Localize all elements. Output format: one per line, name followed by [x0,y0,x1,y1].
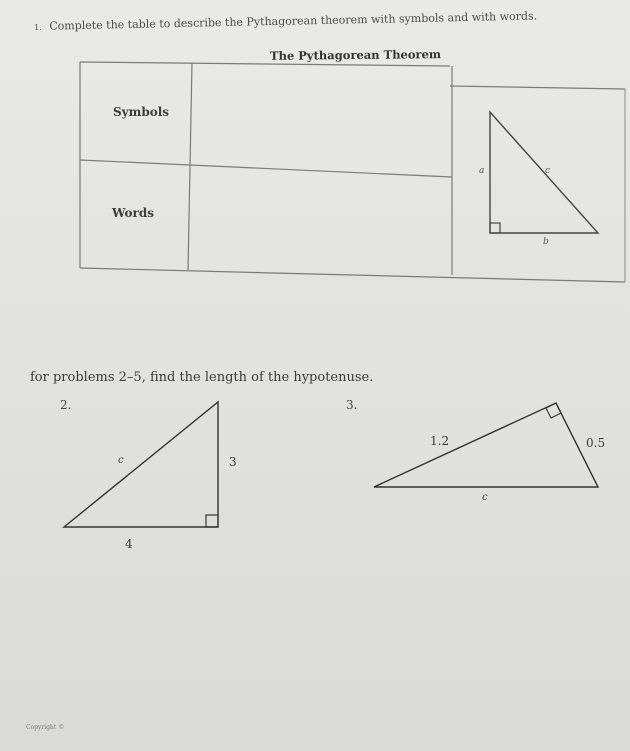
problem-2-horizontal-leg-label: 4 [125,537,133,551]
problem-3-triangle [374,403,598,487]
row-label-words: Words [112,206,154,220]
problem-2-triangle [64,402,218,527]
problem-3-left-leg-label: 1.2 [430,434,450,448]
problem-2-hypotenuse-label: c [118,455,124,466]
table-title: The Pythagorean Theorem [269,47,442,63]
question-text: Complete the table to describe the Pythagorean theorem with symbols and with words. [49,9,538,33]
row-label-symbols: Symbols [113,105,170,119]
side-c-label: c [545,166,551,176]
instructions: for problems 2–5, find the length of the hypotenuse. [30,370,374,385]
problem-3-number: 3. [346,398,358,412]
problem-3-hypotenuse-label: c [482,492,488,503]
side-a-label: a [479,166,485,176]
problem-2-vertical-leg-label: 3 [229,455,237,469]
problem-2-number: 2. [60,398,72,412]
table-triangle-diagram [490,112,598,233]
side-b-label: b [543,237,549,247]
copyright-footer: Copyright © [26,724,65,731]
problem-3-right-leg-label: 0.5 [586,436,606,450]
question-number: 1. [34,22,42,32]
